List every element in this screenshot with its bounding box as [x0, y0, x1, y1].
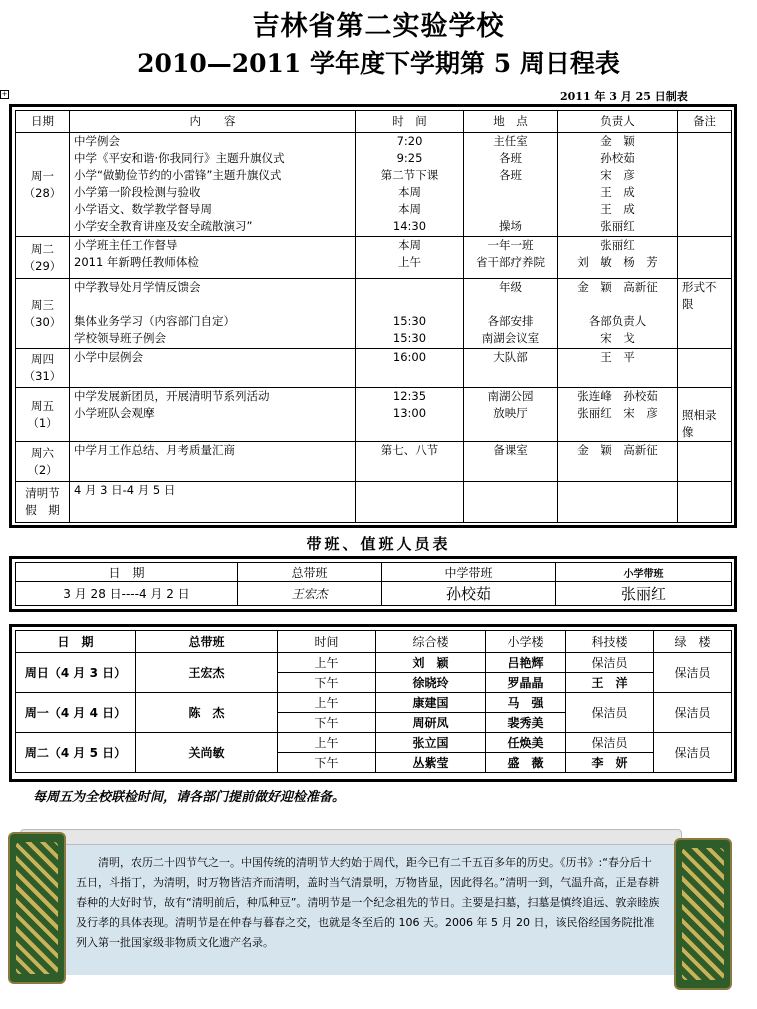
holiday-header-xiaoxue: 小学楼 [486, 631, 566, 653]
scroll-right-ornament-icon [674, 838, 732, 990]
holiday-keji: 保洁员 [566, 693, 654, 733]
duty-primary: 张丽红 [556, 582, 732, 606]
note-cell [678, 442, 732, 482]
content-cell: 中学教导处月学情反馈会 集体业务学习（内容部门自定） 学校领导班子例会 [70, 279, 356, 349]
duty-leader: 王宏杰 [238, 582, 382, 606]
note-cell [678, 482, 732, 523]
holiday-leader: 关尚敏 [136, 733, 278, 773]
place-cell: 一年一班 省干部疗养院 [464, 237, 558, 279]
qingming-passage: 清明，农历二十四节气之一。中国传统的清明节大约始于周代，距今已有二千五百多年的历史。《历书》:“春分后十五日，斗指丁，为清明，时万物皆洁齐而清明，盖时当气清景明，万物皆显，因此得名。”清明一到，气温升高，正是春耕春种的大好时节，故有“清明前后，种瓜种豆”。清明节是一个纪念祖先的节日。主要是扫墓，扫墓是慎终追远、敦亲睦族及行孝的具体表现。清明节是在仲春与暮春之交，也就是冬至后的 106 天。2006 年 5 月 20 日，该民俗经国务院批准列入第一批国家级非物质文化遗产名录。 [76, 856, 660, 949]
owner-cell [558, 482, 678, 523]
duty-header-leader: 总带班 [238, 563, 382, 582]
day-cell: 周一 （28） [16, 133, 70, 237]
school-title: 吉林省第二实验学校 [252, 11, 505, 42]
owner-cell: 王 平 [558, 349, 678, 388]
time-cell: 7:20 9:25 第二节下课 本周 本周 14:30 [356, 133, 464, 237]
table-move-handle-icon[interactable]: + [1, 90, 8, 98]
holiday-time: 上午 [278, 653, 376, 673]
holiday-header-time: 时间 [278, 631, 376, 653]
time-cell: 15:30 15:30 [356, 279, 464, 349]
holiday-xiaoxue: 盛 薇 [486, 753, 566, 773]
place-cell: 备课室 [464, 442, 558, 482]
day-cell: 周五 （1） [16, 388, 70, 442]
time-cell: 16:00 [356, 349, 464, 388]
holiday-time: 下午 [278, 713, 376, 733]
place-cell: 南湖公园 放映厅 [464, 388, 558, 442]
note-cell [678, 349, 732, 388]
day-cell: 周六 （2） [16, 442, 70, 482]
holiday-xiaoxue: 任焕美 [486, 733, 566, 753]
owner-cell: 张丽红 刘 敏 杨 芳 [558, 237, 678, 279]
inspection-notice: 每周五为全校联检时间，请各部门提前做好迎检准备。 [33, 790, 346, 805]
holiday-time: 下午 [278, 753, 376, 773]
scroll-top-bar [20, 829, 682, 845]
col-header-owner: 负责人 [558, 111, 678, 133]
holiday-zonghe: 刘 颖 [376, 653, 486, 673]
holiday-green: 保洁员 [654, 693, 732, 733]
holiday-time: 上午 [278, 693, 376, 713]
note-cell [678, 237, 732, 279]
note-cell: 照相录像 [678, 388, 732, 442]
owner-cell: 金 颖 孙校茹 宋 彦 王 成 王 成 张丽红 [558, 133, 678, 237]
holiday-xiaoxue: 吕艳辉 [486, 653, 566, 673]
duty-table [15, 562, 732, 606]
col-header-place: 地 点 [464, 111, 558, 133]
day-cell: 周四 （31） [16, 349, 70, 388]
holiday-leader: 王宏杰 [136, 653, 278, 693]
holiday-zonghe: 丛紫莹 [376, 753, 486, 773]
holiday-keji: 保洁员 [566, 733, 654, 753]
duty-header-middle: 中学带班 [382, 563, 556, 582]
holiday-green: 保洁员 [654, 733, 732, 773]
owner-cell: 金 颖 高新征 各部负责人 宋 戈 [558, 279, 678, 349]
made-date: 2011 年 3 月 25 日制表 [560, 90, 688, 103]
schedule-title: 2010—2011 学年度下学期第 5 周日程表 [137, 49, 620, 78]
holiday-xiaoxue: 罗晶晶 [486, 673, 566, 693]
holiday-leader: 陈 杰 [136, 693, 278, 733]
time-cell [356, 482, 464, 523]
holiday-header-keji: 科技楼 [566, 631, 654, 653]
owner-cell: 金 颖 高新征 [558, 442, 678, 482]
place-cell: 主任室 各班 各班 操场 [464, 133, 558, 237]
holiday-time: 上午 [278, 733, 376, 753]
schedule-table [15, 110, 732, 523]
content-cell: 中学月工作总结、月考质量汇商 [70, 442, 356, 482]
holiday-date: 周一（4 月 4 日） [16, 693, 136, 733]
holiday-table [15, 630, 732, 773]
place-cell [464, 482, 558, 523]
col-header-content: 内 容 [70, 111, 356, 133]
content-cell: 小学中层例会 [70, 349, 356, 388]
holiday-xiaoxue: 马 强 [486, 693, 566, 713]
holiday-time: 下午 [278, 673, 376, 693]
owner-cell: 张连峰 孙校茹 张丽红 宋 彦 [558, 388, 678, 442]
content-cell: 中学发展新团员，开展清明节系列活动 小学班队会观摩 [70, 388, 356, 442]
day-cell: 周二 （29） [16, 237, 70, 279]
time-cell: 本周 上午 [356, 237, 464, 279]
time-cell: 第七、八节 [356, 442, 464, 482]
duty-date: 3 月 28 日----4 月 2 日 [16, 582, 238, 606]
col-header-date: 日期 [16, 111, 70, 133]
holiday-header-date: 日 期 [16, 631, 136, 653]
content-cell: 小学班主任工作督导 2011 年新聘任教师体检 [70, 237, 356, 279]
col-header-note: 备注 [678, 111, 732, 133]
note-cell [678, 133, 732, 237]
holiday-header-green: 绿 楼 [654, 631, 732, 653]
duty-header-primary: 小学带班 [556, 563, 732, 582]
holiday-keji: 王 洋 [566, 673, 654, 693]
day-cell: 周三 （30） [16, 279, 70, 349]
scroll-left-ornament-icon [8, 832, 66, 984]
holiday-keji: 李 妍 [566, 753, 654, 773]
day-cell: 清明节 假 期 [16, 482, 70, 523]
holiday-zonghe: 徐晓玲 [376, 673, 486, 693]
holiday-xiaoxue: 裴秀美 [486, 713, 566, 733]
col-header-time: 时 间 [356, 111, 464, 133]
content-cell: 中学例会 中学《平安和谐·你我同行》主题升旗仪式 小学“做勤俭节约的小雷锋”主题升旗仪式 小学第一阶段检测与验收 小学语文、数学教学督导周 小学安全教育讲座及安全疏散演习” [70, 133, 356, 237]
holiday-date: 周二（4 月 5 日） [16, 733, 136, 773]
duty-middle: 孙校茹 [382, 582, 556, 606]
place-cell: 大队部 [464, 349, 558, 388]
holiday-zonghe: 周研凤 [376, 713, 486, 733]
content-cell: 4 月 3 日-4 月 5 日 [70, 482, 356, 523]
holiday-keji: 保洁员 [566, 653, 654, 673]
holiday-header-zonghe: 综合楼 [376, 631, 486, 653]
holiday-header-leader: 总带班 [136, 631, 278, 653]
place-cell: 年级 各部安排 南湖会议室 [464, 279, 558, 349]
passage-panel [62, 845, 674, 975]
duty-header-date: 日 期 [16, 563, 238, 582]
holiday-date: 周日（4 月 3 日） [16, 653, 136, 693]
holiday-green: 保洁员 [654, 653, 732, 693]
holiday-zonghe: 张立国 [376, 733, 486, 753]
time-cell: 12:35 13:00 [356, 388, 464, 442]
duty-section-title: 带班、值班人员表 [306, 535, 451, 553]
note-cell: 形式不限 [678, 279, 732, 349]
holiday-zonghe: 康建国 [376, 693, 486, 713]
